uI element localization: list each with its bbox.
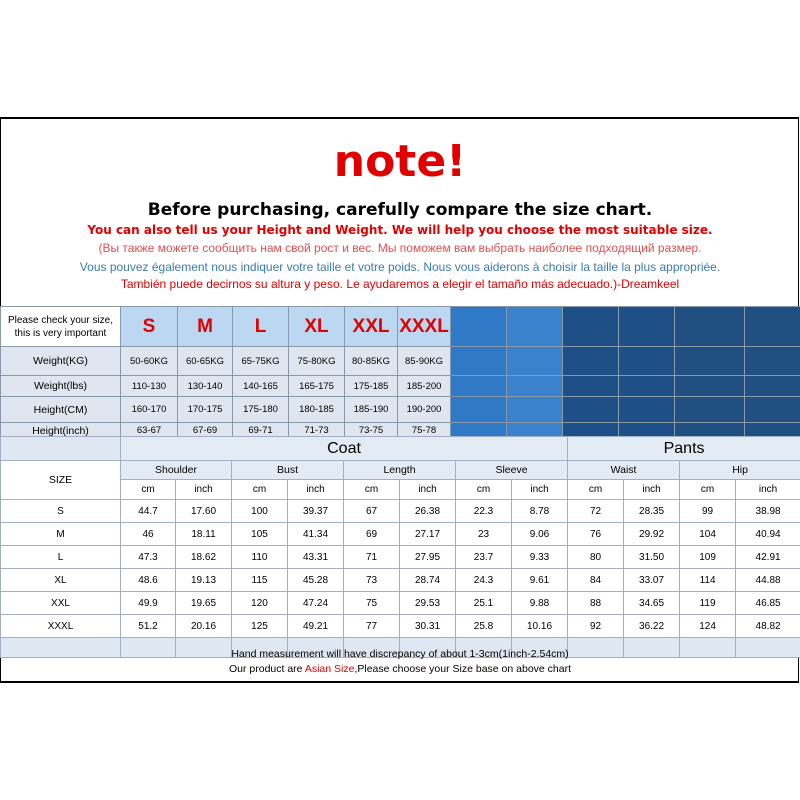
cell: 51.2 [121,615,176,638]
size-guide-row [1,347,800,376]
size-guide-table [0,306,800,439]
cell: 185-190 [345,397,398,423]
decorative-fill [563,347,619,376]
table-row [1,592,800,615]
decorative-fill [451,307,507,347]
row-label: Height(inch) [1,423,121,439]
decorative-fill [451,347,507,376]
unit-label: cm [568,480,624,500]
cell: 9.88 [512,592,568,615]
headline: Before purchasing, carefully compare the size chart. [147,200,653,220]
cell: 71-73 [289,423,345,439]
cell: 119 [680,592,736,615]
group-sleeve: Sleeve [456,461,568,480]
cell: 49.21 [288,615,344,638]
cell: 190-200 [398,397,451,423]
unit-label: inch [400,480,456,500]
cell: 34.65 [624,592,680,615]
cell: 92 [568,615,624,638]
cell: 120 [232,592,288,615]
cell: 88 [568,592,624,615]
size-header-xxxl: XXXL [398,307,451,347]
cell: 140-165 [233,376,289,397]
decorative-fill [675,307,745,347]
cell: 9.06 [512,523,568,546]
cell: 50-60KG [121,347,178,376]
cell: 33.07 [624,569,680,592]
cell: 65-75KG [233,347,289,376]
cell: 30.31 [400,615,456,638]
group-waist: Waist [568,461,680,480]
cell: 160-170 [121,397,178,423]
decorative-fill [675,376,745,397]
decorative-fill [451,376,507,397]
size-cell: XXL [1,592,121,615]
cell: 185-200 [398,376,451,397]
unit-label: cm [232,480,288,500]
group-hip: Hip [680,461,800,480]
cell: 39.37 [288,500,344,523]
cell: 60-65KG [178,347,233,376]
size-header-m: M [178,307,233,347]
cell: 72 [568,500,624,523]
cell: 165-175 [289,376,345,397]
cell: 38.98 [736,500,800,523]
decorative-fill [675,397,745,423]
cell: 67-69 [178,423,233,439]
decorative-fill [563,307,619,347]
unit-label: cm [344,480,400,500]
cell: 105 [232,523,288,546]
pants-section-label: Pants [568,437,800,461]
cell: 25.8 [456,615,512,638]
asian-size-note [0,662,800,676]
decorative-fill [619,376,675,397]
cell: 31.50 [624,546,680,569]
cell: 25.1 [456,592,512,615]
decorative-fill [507,397,563,423]
cell: 109 [680,546,736,569]
cell: 124 [680,615,736,638]
size-header-row [1,307,800,347]
size-column-header: SIZE [1,461,121,500]
unit-label: cm [680,480,736,500]
cell: 36.22 [624,615,680,638]
cell: 20.16 [176,615,232,638]
cell: 46 [121,523,176,546]
group-bust: Bust [232,461,344,480]
cell: 8.78 [512,500,568,523]
cell: 49.9 [121,592,176,615]
size-cell: L [1,546,121,569]
size-cell: S [1,500,121,523]
cell: 45.28 [288,569,344,592]
group-length: Length [344,461,456,480]
cell: 80 [568,546,624,569]
cell: 9.33 [512,546,568,569]
group-shoulder: Shoulder [121,461,232,480]
cell: 40.94 [736,523,800,546]
cell: 76 [568,523,624,546]
cell: 84 [568,569,624,592]
cell: 110 [232,546,288,569]
decorative-fill [745,376,800,397]
row-label: Weight(lbs) [1,376,121,397]
cell: 63-67 [121,423,178,439]
cell: 48.6 [121,569,176,592]
asian-size-note-suffix: ,Please choose your Size base on above chart [354,663,572,675]
table-row [1,569,800,592]
note-line-french: Vous pouvez également nous indiquer votre taille et votre poids. Nous vous aiderons à choisir la taille la plus appropriée. [79,260,721,274]
cell: 47.24 [288,592,344,615]
cell: 22.3 [456,500,512,523]
cell: 115 [232,569,288,592]
measurement-disclaimer: Hand measurement will have discrepancy of about 1-3cm(1inch-2.54cm) [231,648,569,660]
cell: 110-130 [121,376,178,397]
decorative-fill [507,376,563,397]
cell: 29.92 [624,523,680,546]
blank-cell [1,437,121,461]
cell: 75-78 [398,423,451,439]
unit-label: inch [736,480,800,500]
asian-size-highlight: Asian Size [304,663,355,675]
cell: 170-175 [178,397,233,423]
size-guide-row [1,376,800,397]
size-header-xl: XL [289,307,345,347]
unit-label: inch [288,480,344,500]
unit-label: inch [176,480,232,500]
size-guide-row [1,397,800,423]
cell: 47.3 [121,546,176,569]
cell: 80-85KG [345,347,398,376]
cell: 71 [344,546,400,569]
cell: 9.61 [512,569,568,592]
cell: 29.53 [400,592,456,615]
coat-section-label: Coat [121,437,568,461]
note-line-spanish: También puede decirnos su altura y peso. Le ayudaremos a elegir el tamaño más adecuado.)-Dreamkeel [120,277,680,291]
size-cell: XXXL [1,615,121,638]
cell: 175-180 [233,397,289,423]
decorative-fill [619,307,675,347]
cell: 75 [344,592,400,615]
decorative-fill [619,397,675,423]
unit-label: cm [456,480,512,500]
cell: 73-75 [345,423,398,439]
size-header-s: S [121,307,178,347]
cell: 77 [344,615,400,638]
cell: 19.13 [176,569,232,592]
decorative-fill [745,307,800,347]
cell: 42.91 [736,546,800,569]
cell: 43.31 [288,546,344,569]
decorative-fill [563,376,619,397]
cell: 28.35 [624,500,680,523]
cell: 67 [344,500,400,523]
decorative-fill [619,347,675,376]
cell: 19.65 [176,592,232,615]
row-label: Height(CM) [1,397,121,423]
decorative-fill [745,347,800,376]
cell: 17.60 [176,500,232,523]
group-header-row [1,461,800,480]
cell: 48.82 [736,615,800,638]
cell: 44.88 [736,569,800,592]
cell: 23 [456,523,512,546]
section-header-row [1,437,800,461]
cell: 180-185 [289,397,345,423]
cell: 10.16 [512,615,568,638]
cell: 26.38 [400,500,456,523]
cell: 69 [344,523,400,546]
table-row [1,546,800,569]
note-line-russian: (Вы также можете сообщить нам свой рост и вес. Мы поможем вам выбрать наиболее подходящий размер. [98,241,702,255]
size-cell: XL [1,569,121,592]
cell: 18.11 [176,523,232,546]
decorative-fill [507,307,563,347]
decorative-fill [451,397,507,423]
cell: 100 [232,500,288,523]
size-guide-corner-label: Please check your size, this is very important [1,307,121,347]
cell: 69-71 [233,423,289,439]
cell: 125 [232,615,288,638]
table-row [1,615,800,638]
cell: 24.3 [456,569,512,592]
decorative-fill [563,397,619,423]
table-row [1,500,800,523]
cell: 175-185 [345,376,398,397]
decorative-fill [745,397,800,423]
cell: 44.7 [121,500,176,523]
cell: 23.7 [456,546,512,569]
size-header-l: L [233,307,289,347]
note-title: note! [333,136,467,187]
cell: 46.85 [736,592,800,615]
asian-size-note-prefix: Our product are [228,663,305,675]
unit-label: cm [121,480,176,500]
cell: 41.34 [288,523,344,546]
cell: 104 [680,523,736,546]
cell: 75-80KG [289,347,345,376]
table-row [1,523,800,546]
size-cell: M [1,523,121,546]
measurement-table [0,436,800,658]
cell: 114 [680,569,736,592]
cell: 27.95 [400,546,456,569]
unit-row [1,480,800,500]
cell: 85-90KG [398,347,451,376]
decorative-fill [675,347,745,376]
size-header-xxl: XXL [345,307,398,347]
cell: 18.62 [176,546,232,569]
cell: 28.74 [400,569,456,592]
cell: 99 [680,500,736,523]
unit-label: inch [624,480,680,500]
cell: 73 [344,569,400,592]
cell: 27.17 [400,523,456,546]
note-line-english: You can also tell us your Height and Weight. We will help you choose the most suitable size. [87,223,713,237]
decorative-fill [507,347,563,376]
unit-label: inch [512,480,568,500]
row-label: Weight(KG) [1,347,121,376]
cell: 130-140 [178,376,233,397]
